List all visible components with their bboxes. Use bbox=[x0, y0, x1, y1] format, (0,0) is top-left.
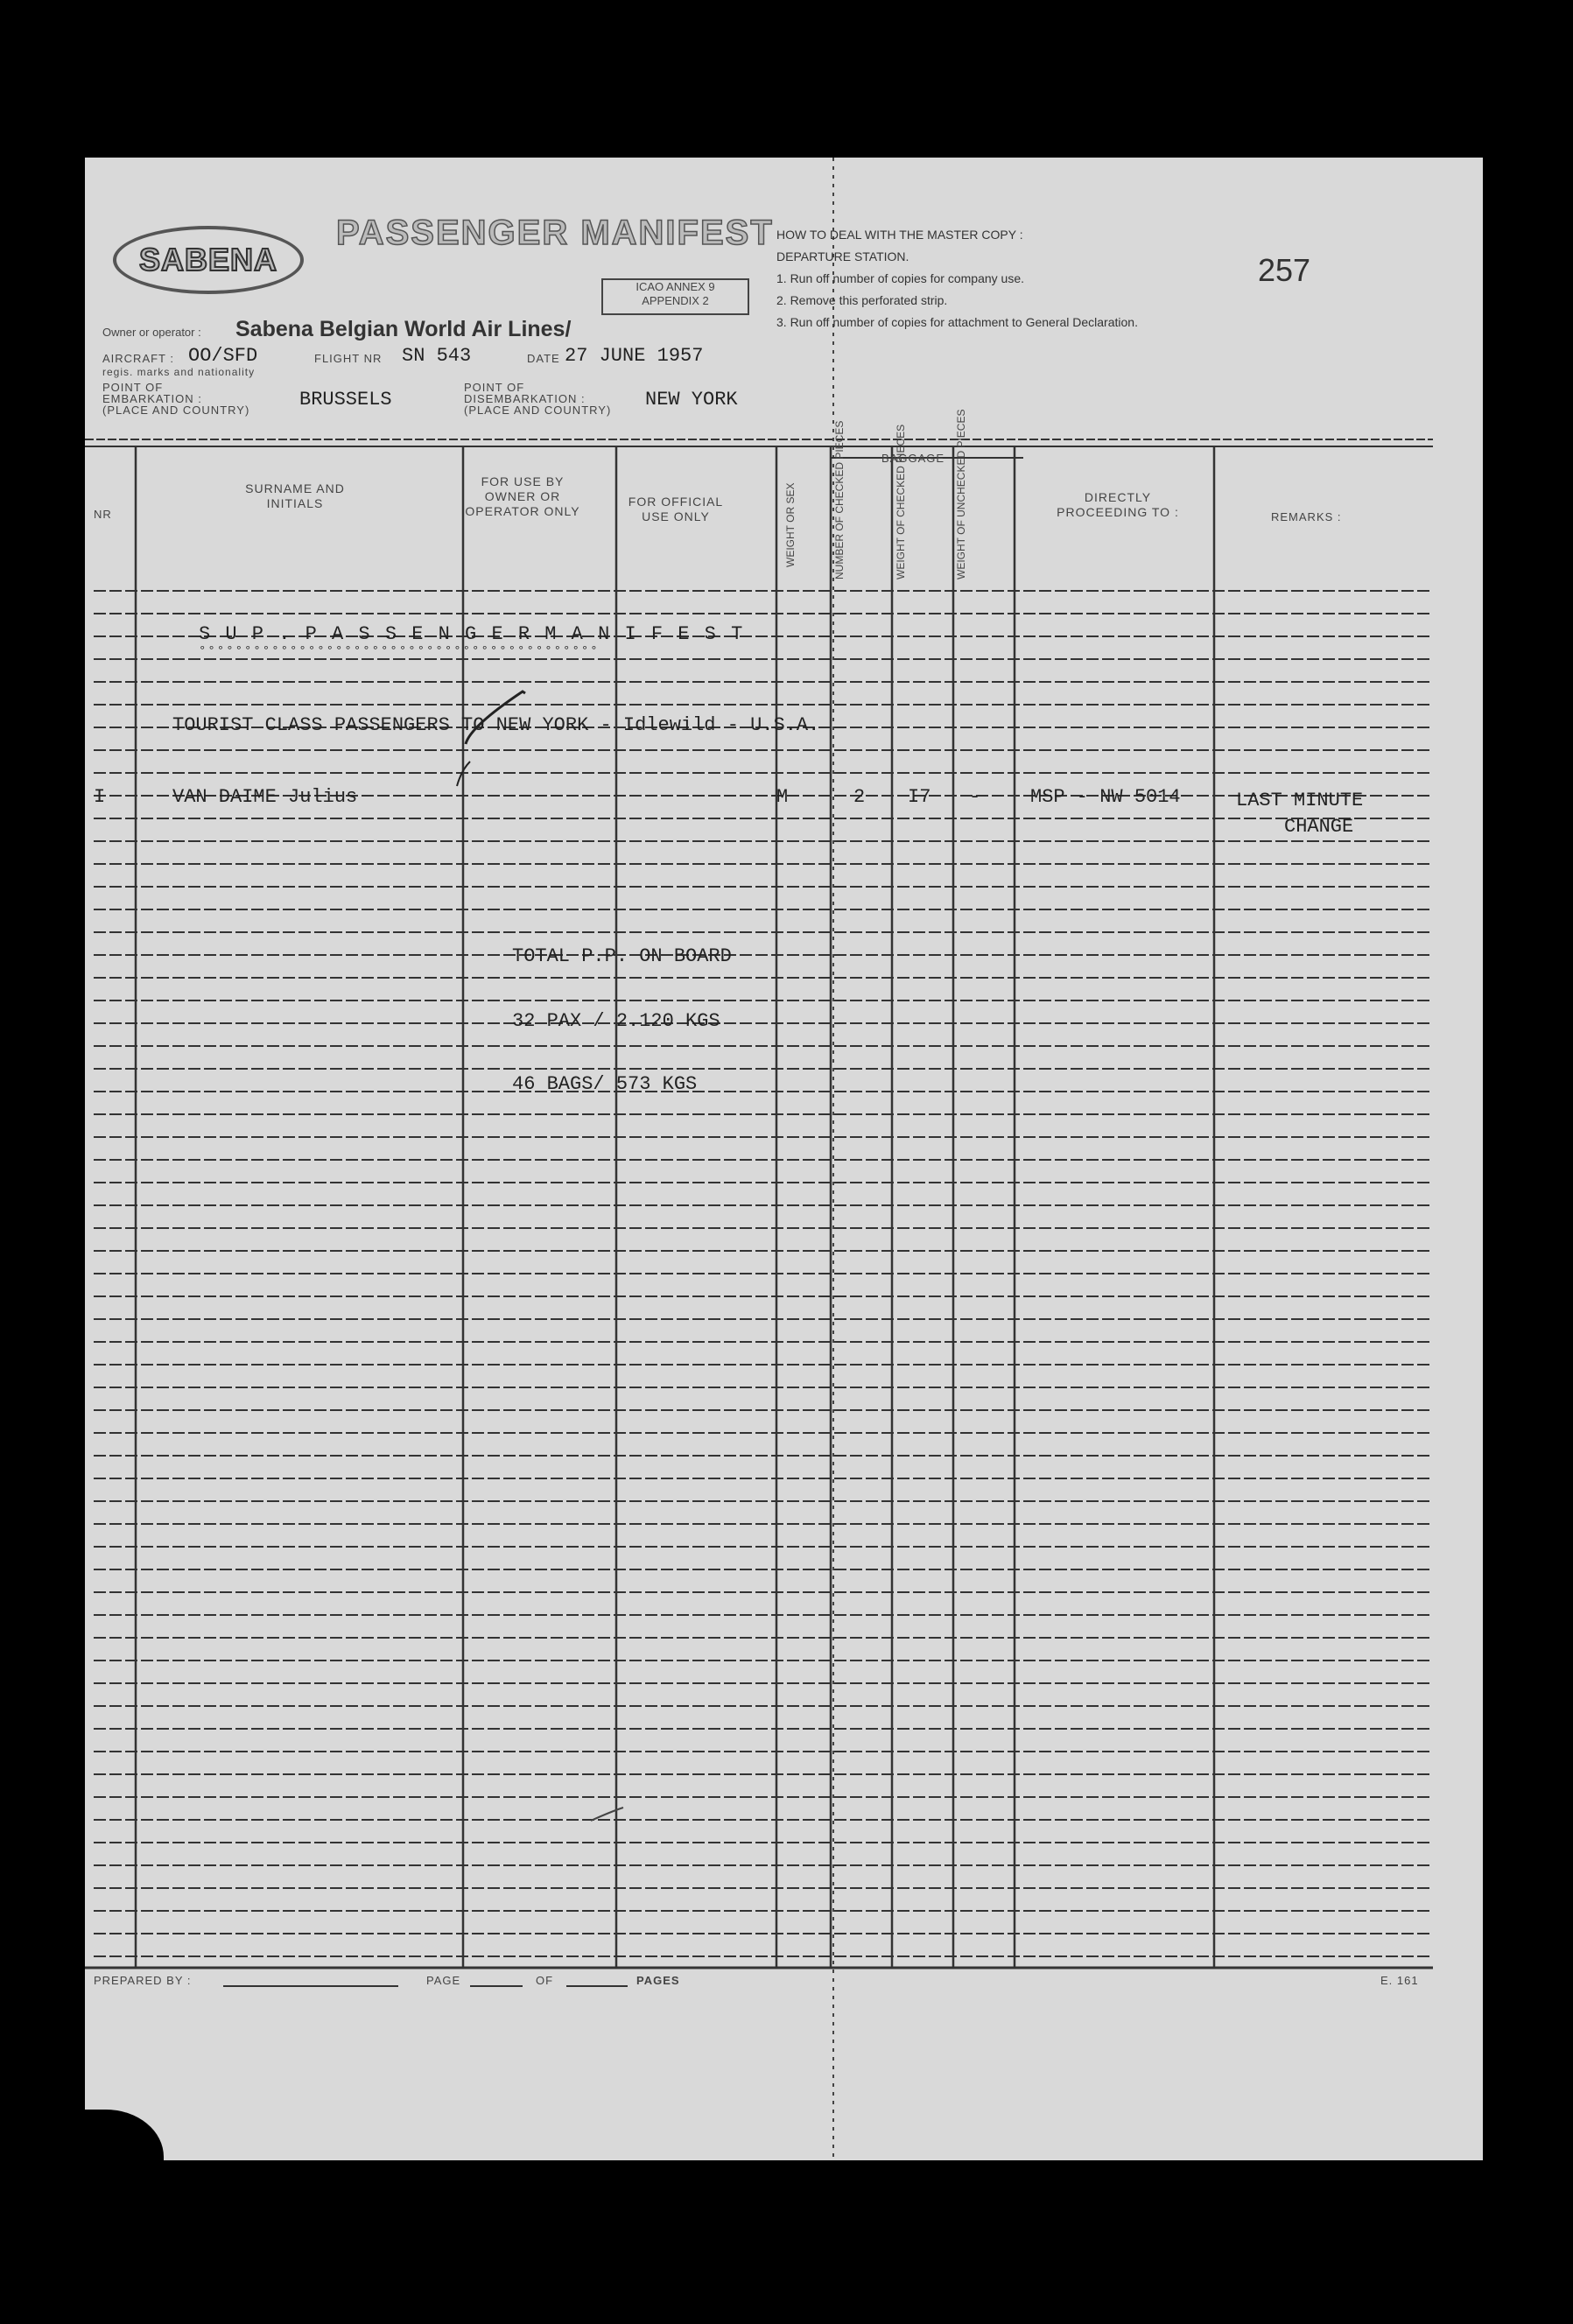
footer-pages: PAGES bbox=[636, 1974, 680, 1987]
col-official-use: FOR OFFICIAL USE ONLY bbox=[628, 495, 724, 523]
passenger-no: I bbox=[94, 786, 106, 808]
disembark-value: NEW YORK bbox=[645, 389, 738, 411]
passenger-remarks-1: LAST MINUTE bbox=[1236, 790, 1364, 811]
total-pax: 32 PAX / 2.120 KGS bbox=[512, 1010, 720, 1032]
icao-box: ICAO ANNEX 9 APPENDIX 2 bbox=[601, 278, 749, 315]
col-bag-weight: WEIGHT OF CHECKED PIECES bbox=[895, 424, 907, 579]
embark-label: POINT OF EMBARKATION : (PLACE AND COUNTRY) bbox=[102, 381, 250, 417]
passenger-sex: M bbox=[776, 786, 789, 808]
total-bags: 46 BAGS/ 573 KGS bbox=[512, 1073, 698, 1095]
owner-label: Owner or operator : bbox=[102, 326, 201, 339]
flight-value: SN 543 bbox=[402, 345, 472, 367]
instructions: HOW TO DEAL WITH THE MASTER COPY : DEPARTURE STATION. 1. Run off number of copies for company use. 2. Remove this perforated strip. 3. Run off number of copies for attachment to General Declaration. bbox=[776, 228, 1138, 329]
document-title: PASSENGER MANIFEST bbox=[336, 214, 774, 252]
total-on-board: TOTAL P.P. ON BOARD bbox=[512, 945, 732, 967]
date-label: DATE bbox=[527, 352, 560, 365]
sup-underline: °°°°°°°°°°°°°°°°°°°°°°°°°°°°°°°°°°°°°°°°°°°° bbox=[199, 644, 600, 658]
col-surname: SURNAME AND INITIALS bbox=[245, 481, 345, 510]
embark-value: BRUSSELS bbox=[299, 389, 392, 411]
aircraft-value: OO/SFD bbox=[188, 345, 258, 367]
footer-of: OF bbox=[536, 1974, 554, 1987]
passenger-pieces: 2 bbox=[853, 786, 866, 808]
prepared-by: PREPARED BY : bbox=[94, 1974, 192, 1987]
footer-page: PAGE bbox=[426, 1974, 461, 1987]
col-remarks: REMARKS : bbox=[1271, 510, 1342, 523]
sabena-logo: SABENA bbox=[113, 226, 304, 294]
page-number: 257 bbox=[1258, 252, 1311, 288]
form-number: E. 161 bbox=[1380, 1974, 1419, 1987]
passenger-unchecked: - bbox=[969, 786, 981, 808]
sup-title: S U P . P A S S E N G E R M A N I F E S T bbox=[199, 623, 745, 645]
disembark-label: POINT OF DISEMBARKATION : (PLACE AND COUNTRY) bbox=[464, 381, 612, 417]
footer-page-line bbox=[470, 1985, 523, 1987]
passenger-remarks-2: CHANGE bbox=[1284, 816, 1354, 838]
aircraft-label: AIRCRAFT : bbox=[102, 352, 174, 365]
date-value: 27 JUNE 1957 bbox=[565, 345, 704, 367]
col-bag-number: NUMBER OF CHECKED PIECES bbox=[833, 420, 846, 579]
footer-of-line bbox=[566, 1985, 628, 1987]
manifest-paper bbox=[85, 158, 1483, 2160]
col-bag-unchecked: WEIGHT OF UNCHECKED PIECES bbox=[955, 409, 967, 579]
col-owner-use: FOR USE BY OWNER OR OPERATOR ONLY bbox=[465, 474, 580, 518]
col-no: NR bbox=[94, 508, 112, 521]
aircraft-sub: regis. marks and nationality bbox=[102, 366, 256, 378]
passenger-weight: I7 bbox=[908, 786, 931, 808]
col-weight-sex: WEIGHT OR SEX bbox=[784, 482, 797, 568]
manifest-grid bbox=[85, 158, 1483, 2160]
class-line: TOURIST CLASS PASSENGERS TO NEW YORK - Idlewild - U.S.A. bbox=[172, 714, 820, 736]
passenger-proceeding: MSP - NW 5014 bbox=[1030, 786, 1181, 808]
col-proceeding: DIRECTLY PROCEEDING TO : bbox=[1057, 490, 1179, 519]
flight-label: FLIGHT NR bbox=[314, 352, 383, 365]
owner-value: Sabena Belgian World Air Lines/ bbox=[235, 317, 572, 341]
col-baggage: BAGGAGE bbox=[881, 452, 945, 465]
passenger-name: VAN DAIME Julius bbox=[172, 786, 358, 808]
prepared-line bbox=[223, 1985, 398, 1987]
